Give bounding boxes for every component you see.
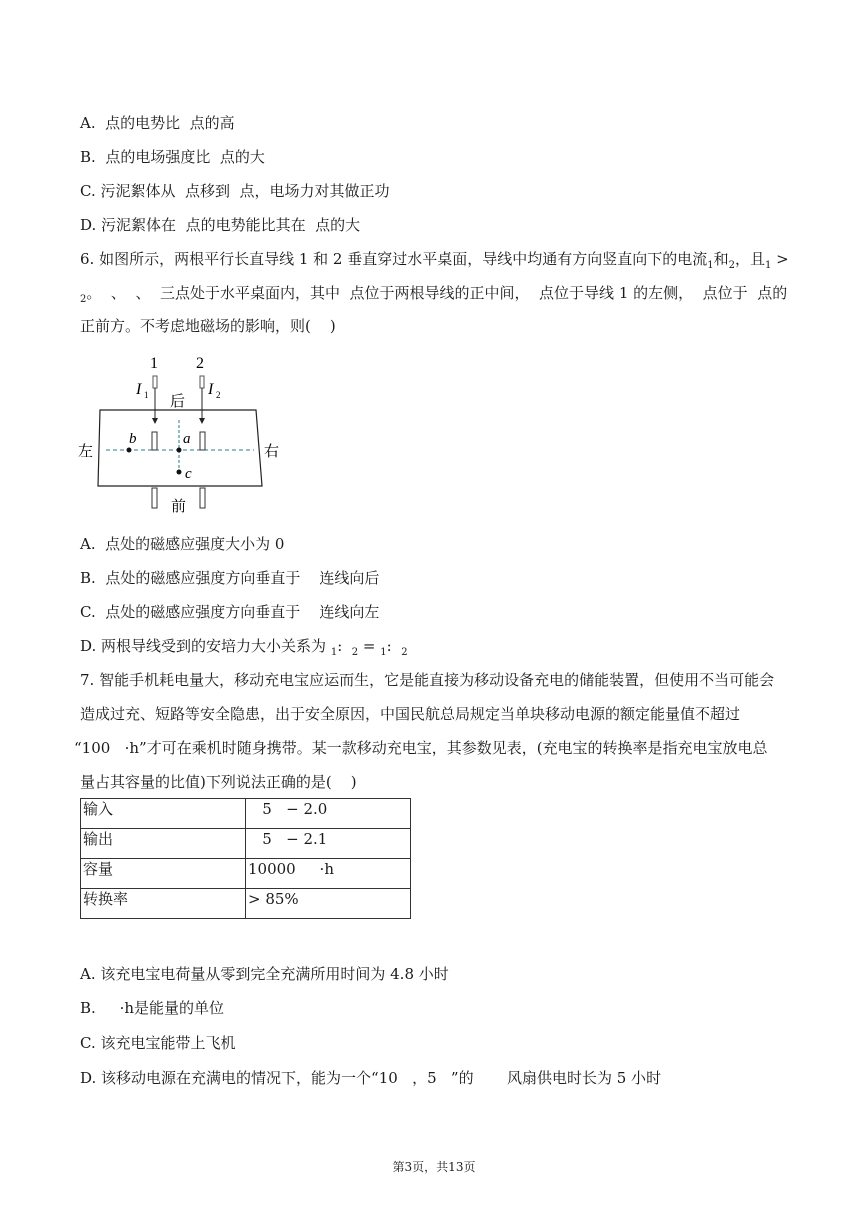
wire-1-bottom [152,488,157,508]
q6-option-a: A. 点处的磁感应强度大小为 0 [80,535,285,553]
point-a-dot [177,448,182,453]
wire-1-top [153,376,157,388]
table-row [81,829,411,859]
table-cell: 转换率 [81,889,246,919]
wire-1-lower [152,432,157,450]
point-a-label: a [183,431,191,447]
page-footer: 第3页，共13页 [392,1160,476,1174]
spec-table [80,798,411,919]
q6-stem-line2: $_2$。 、 、 三点处于水平桌面内，其中 点位于两根导线的正中间， 点位于导线 1 的左侧， 点位于 点的 [80,284,788,305]
q7-option-d: D. 该移动电源在充满电的情况下，能为一个“10 ，5 ”的 风扇供电时长为 5 小时 [80,1069,662,1087]
table-cell: > 85% [246,889,411,919]
wire-2-lower [200,432,205,450]
point-b-label: b [129,431,137,447]
wire-2-bottom [200,488,205,508]
table-cell: 容量 [81,859,246,889]
wire-1-label: 1 [150,355,158,372]
table-cell: 5 − 2.1 [246,829,411,859]
q7-option-b: B. ·h是能量的单位 [80,999,225,1017]
q7-stem-line4: 量占其容量的比值)下列说法正确的是( ) [80,773,357,791]
current-1-label: I [136,381,142,398]
q7-stem-line1: 7. 智能手机耗电量大，移动充电宝应运而生，它是能直接为移动设备充电的储能装置，但使用不当可能会 [80,671,775,689]
q6-option-b: B. 点处的磁感应强度方向垂直于 连线向后 [80,569,380,587]
table-cell: 输出 [81,829,246,859]
q5-option-d: D. 污泥絮体在 点的电势能比其在 点的大 [80,216,361,234]
table-cell: 5 − 2.0 [246,799,411,829]
current-2-label: I [208,381,214,398]
q7-stem-line2: 造成过充、短路等安全隐患，出于安全原因，中国民航总局规定当单块移动电源的额定能量值不超过 [80,705,741,723]
right-label: 右 [264,442,280,460]
q6-option-d: D. 两根导线受到的安培力大小关系为 $_1$: $_2$ = $_1$: $_2$ [80,637,408,658]
point-c-dot [177,470,182,475]
q7-option-a: A. 该充电宝电荷量从零到完全充满所用时间为 4.8 小时 [80,965,449,983]
svg-text:1: 1 [144,390,149,400]
left-label: 左 [78,442,94,460]
q6-stem-line3: 正前方。不考虑地磁场的影响，则( ) [80,317,336,335]
table-cell: 输入 [81,799,246,829]
table-row [81,889,411,919]
point-c-label: c [185,466,192,482]
q5-option-a: A. 点的电势比 点的高 [80,114,235,132]
back-label: 后 [170,392,186,410]
q6-option-c: C. 点处的磁感应强度方向垂直于 连线向左 [80,603,380,621]
wire-2-top [200,376,204,388]
svg-text:2: 2 [216,390,221,400]
q7-stem-line3: “100 ·h”才可在乘机时随身携带。某一款移动充电宝，其参数见表，(充电宝的转换率是指充电宝放电总 [74,739,768,757]
q6-stem-line1: 6. 如图所示，两根平行长直导线 1 和 2 垂直穿过水平桌面，导线中均通有方向竖直向下的电流$_1$和$_2$，且$_1$ > [80,250,789,271]
table-cell: 10000 ·h [246,859,411,889]
table-row [81,799,411,829]
q7-option-c: C. 该充电宝能带上飞机 [80,1034,236,1052]
wire-2-label: 2 [196,355,204,372]
q5-option-b: B. 点的电场强度比 点的大 [80,148,265,166]
q6-figure [78,348,288,518]
front-label: 前 [171,497,187,515]
table-row [81,859,411,889]
point-b-dot [127,448,132,453]
q5-option-c: C. 污泥絮体从 点移到 点，电场力对其做正功 [80,182,390,200]
